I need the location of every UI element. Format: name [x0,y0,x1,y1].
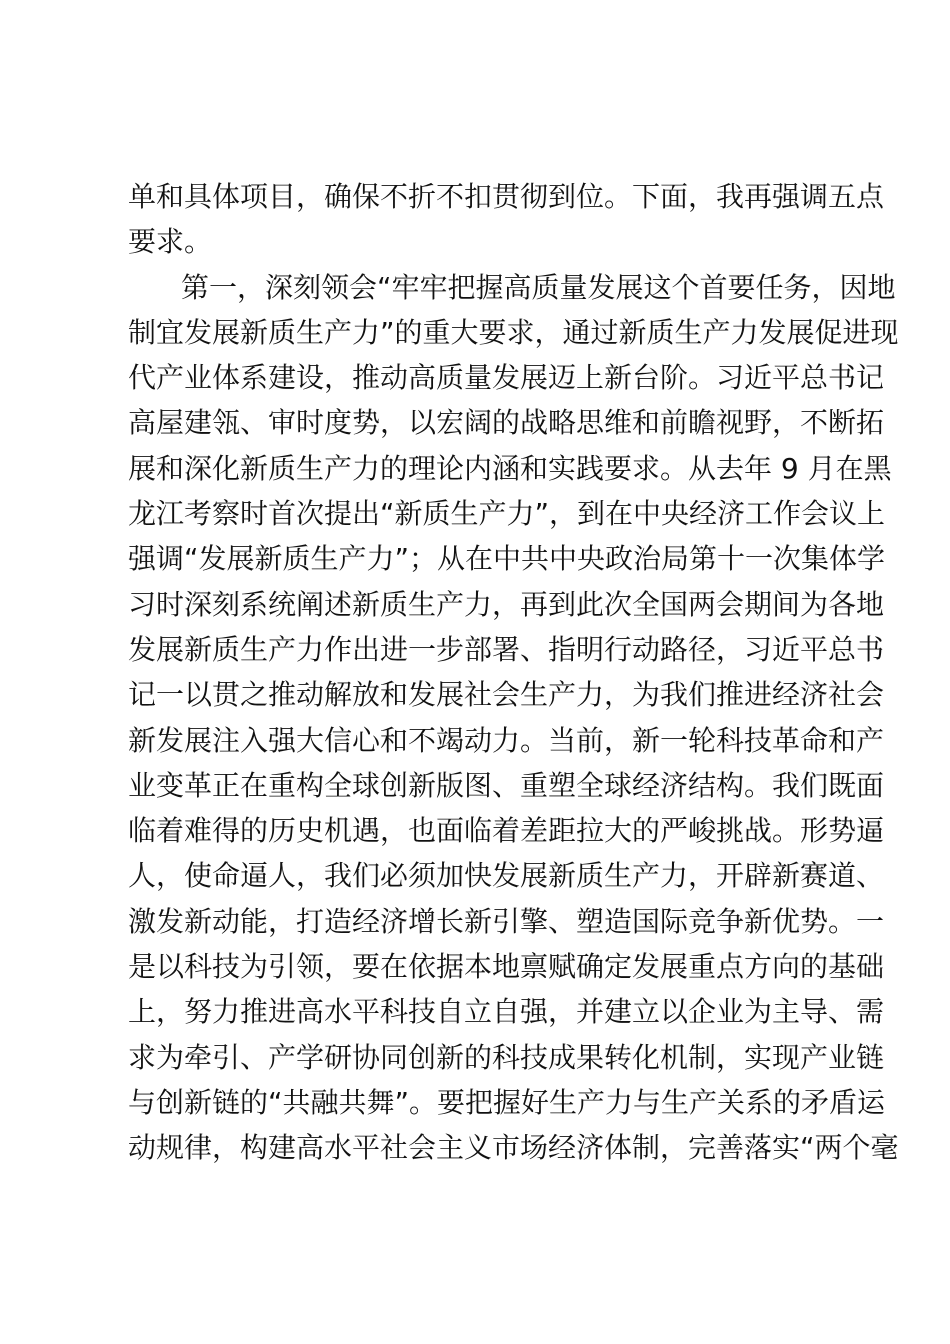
text-line: 代产业体系建设，推动高质量发展迈上新台阶。习近平总书记 [128,361,885,395]
text-line: 要求。 [128,225,213,259]
paragraph-first-line: 第一，深刻领会“牢牢把握高质量发展这个首要任务，因地 [181,270,896,304]
text-line: 发展新质生产力作出进一步部署、指明行动路径，习近平总书 [128,632,885,666]
text-line: 展和深化新质生产力的理论内涵和实践要求。从去年 9 月在黑 [128,451,892,485]
text-line: 习时深刻系统阐述新质生产力，再到此次全国两会期间为各地 [128,587,885,621]
text-line: 上，努力推进高水平科技自立自强，并建立以企业为主导、需 [128,995,885,1029]
text-line: 是以科技为引领，要在依据本地禀赋确定发展重点方向的基础 [128,950,885,984]
text-line: 临着难得的历史机遇，也面临着差距拉大的严峻挑战。形势逼 [128,814,885,848]
text-line: 强调“发展新质生产力”；从在中共中央政治局第十一次集体学 [128,542,886,576]
text-line: 高屋建瓴、审时度势，以宏阔的战略思维和前瞻视野，不断拓 [128,406,885,440]
text-line: 新发展注入强大信心和不竭动力。当前，新一轮科技革命和产 [128,723,885,757]
text-line: 单和具体项目，确保不折不扣贯彻到位。下面，我再强调五点 [128,180,885,213]
text-line: 龙江考察时首次提出“新质生产力”，到在中央经济工作会议上 [128,497,886,531]
text-line: 激发新动能，打造经济增长新引擎、塑造国际竞争新优势。一 [128,904,885,938]
text-line: 与创新链的“共融共舞”。要把握好生产力与生产关系的矛盾运 [128,1085,886,1119]
text-line: 动规律，构建高水平社会主义市场经济体制，完善落实“两个毫 [128,1131,899,1165]
text-line: 人，使命逼人，我们必须加快发展新质生产力，开辟新赛道、 [128,859,885,893]
text-line: 制宜发展新质生产力”的重大要求，通过新质生产力发展促进现 [128,315,899,349]
text-line: 业变革正在重构全球创新版图、重塑全球经济结构。我们既面 [128,768,885,802]
body-text [128,174,899,1171]
text-line: 求为牵引、产学研协同创新的科技成果转化机制，实现产业链 [128,1040,885,1074]
text-line: 记一以贯之推动解放和发展社会生产力，为我们推进经济社会 [128,678,885,712]
